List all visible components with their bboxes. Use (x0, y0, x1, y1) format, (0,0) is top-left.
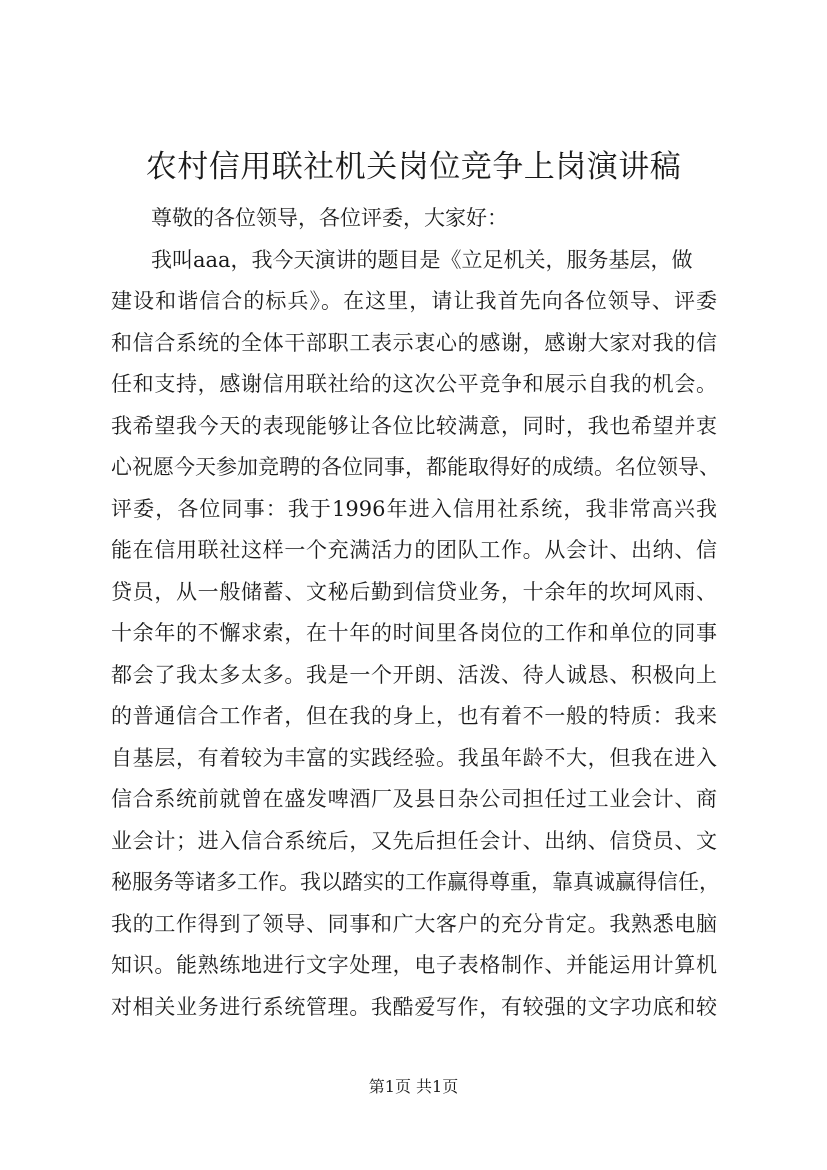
body-line: 自基层，有着较为丰富的实践经验。我虽年龄不大，但我在进入 (111, 745, 717, 770)
body-line: 任和支持，感谢信用联社给的这次公平竞争和展示自我的机会。 (111, 372, 717, 396)
body-line: 建设和谐信合的标兵》。在这里，请让我首先向各位领导、评委 (111, 289, 717, 313)
body-line: 能在信用联社这样一个充满活力的团队工作。从会计、出纳、信 (111, 538, 717, 562)
body-line: 秘服务等诸多工作。我以踏实的工作赢得尊重，靠真诚赢得信任， (111, 870, 720, 894)
body-line: 贷员，从一般储蓄、文秘后勤到信贷业务，十余年的坎坷风雨、 (111, 579, 717, 604)
body-line: 的普通信合工作者，但在我的身上，也有着不一般的特质：我来 (111, 704, 717, 728)
body-line: 和信合系统的全体干部职工表示衷心的感谢，感谢大家对我的信 (111, 330, 717, 355)
body-line: 我叫aaa，我今天演讲的题目是《立足机关，服务基层，做 (151, 247, 693, 272)
body-line: 对相关业务进行系统管理。我酷爱写作，有较强的文字功底和较 (111, 994, 717, 1019)
document-body (111, 198, 720, 1028)
document-title: 农村信用联社机关岗位竞争上岗演讲稿 (145, 149, 682, 185)
body-line: 评委，各位同事：我于1996年进入信用社系统，我非常高兴我 (111, 496, 717, 521)
body-line: 我希望我今天的表现能够让各位比较满意，同时，我也希望并衷 (111, 413, 717, 438)
body-line: 信合系统前就曾在盛发啤酒厂及县日杂公司担任过工业会计、商 (111, 787, 717, 811)
body-line: 心祝愿今天参加竞聘的各位同事，都能取得好的成绩。名位领导、 (111, 455, 720, 479)
body-line: 知识。能熟练地进行文字处理，电子表格制作、并能运用计算机 (111, 953, 717, 977)
body-line: 我的工作得到了领导、同事和广大客户的充分肯定。我熟悉电脑 (111, 911, 717, 936)
body-line: 十余年的不懈求索，在十年的时间里各岗位的工作和单位的同事 (111, 621, 717, 645)
salutation-line: 尊敬的各位领导，各位评委，大家好： (151, 206, 508, 230)
body-line: 业会计；进入信合系统后，又先后担任会计、出纳、信贷员、文 (111, 828, 717, 853)
page-footer: 第1页 共1页 (368, 1077, 459, 1096)
body-line: 都会了我太多太多。我是一个开朗、活泼、待人诚恳、积极向上 (111, 662, 717, 687)
